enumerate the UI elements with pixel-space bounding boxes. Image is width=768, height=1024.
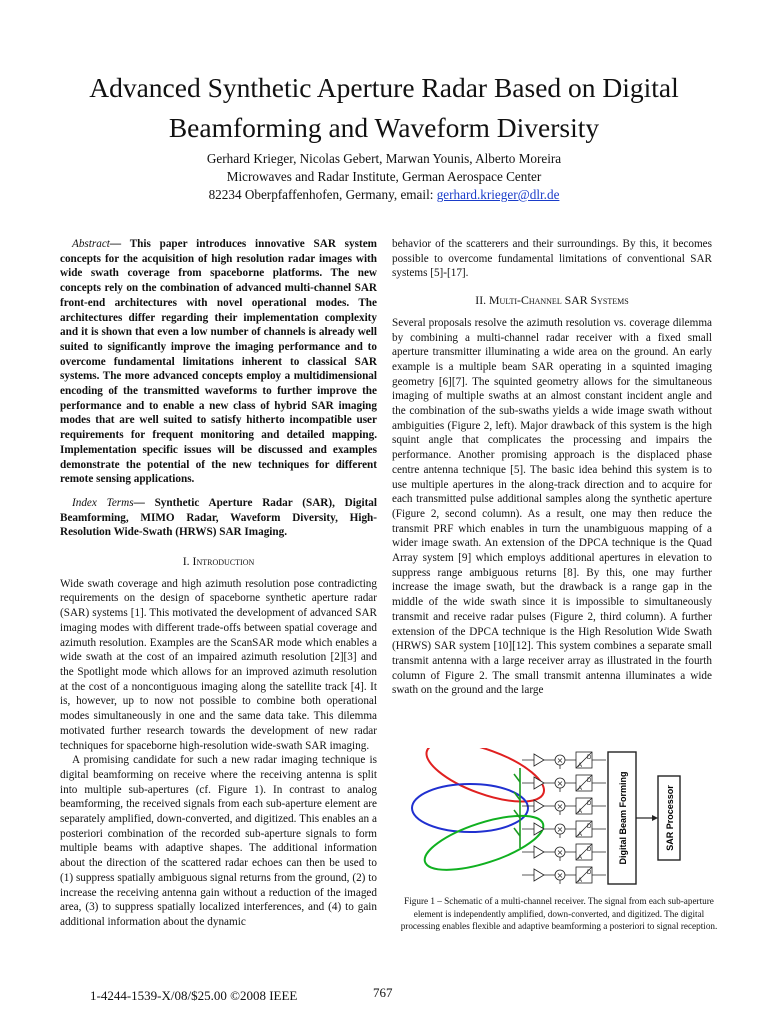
- figure-1-caption: Figure 1 – Schematic of a multi-channel receiver. The signal from each sub-aperture element is independently amplified, down-converted, and digitized. The digital processing enables flexible and adaptive beamforming a posteriori to signal reception.: [400, 896, 718, 931]
- amplifier: [534, 869, 544, 881]
- adc-a-label: A: [578, 878, 583, 884]
- mixer-symbol: ×: [556, 825, 564, 834]
- abstract-label: Abstract: [72, 238, 110, 250]
- dbf-label: Digital Beam Forming: [618, 771, 628, 865]
- adc-a-label: A: [578, 855, 583, 861]
- section-heading-multichannel: II. Multi-Channel SAR Systems: [475, 293, 629, 308]
- amplifier: [534, 846, 544, 858]
- index-terms-label: Index Terms: [72, 496, 134, 509]
- authors: Gerhard Krieger, Nicolas Gebert, Marwan Younis, Alberto Moreira: [206, 151, 562, 166]
- copyright-line: 1-4244-1539-X/08/$25.00 ©2008 IEEE: [90, 988, 298, 1003]
- abstract: [60, 237, 377, 487]
- mixer-symbol: ×: [556, 848, 564, 857]
- mixer-symbol: ×: [556, 802, 564, 811]
- beam-lobe-red: [419, 748, 551, 814]
- mixer-symbol: ×: [556, 871, 564, 880]
- adc-d-label: D: [587, 847, 592, 853]
- amplifier: [534, 754, 544, 766]
- index-terms-dash: —: [133, 496, 155, 509]
- right-continuation-paragraph: behavior of the scatterers and their surroundings. By this, it becomes possible to overcome fundamental limitations of conventional SAR systems [5]-[17].: [392, 238, 712, 280]
- address-line: [40, 186, 728, 204]
- left-column: [60, 237, 377, 930]
- adc-d-label: D: [587, 755, 592, 761]
- author-block: [40, 150, 728, 204]
- adc-a-label: A: [578, 809, 583, 815]
- paper-title: Advanced Synthetic Aperture Radar Based on Digital Beamforming and Waveform Diversity: [89, 72, 679, 143]
- beam-lobe-blue: [412, 784, 528, 832]
- mixer-symbol: ×: [556, 756, 564, 765]
- email-link[interactable]: gerhard.krieger@dlr.de: [436, 187, 560, 202]
- address: 82234 Oberpfaffenhofen, Germany, email:: [208, 187, 437, 202]
- adc-a-label: A: [578, 763, 583, 769]
- right-column: [392, 237, 712, 698]
- abstract-text: This paper introduces innovative SAR system concepts for the acquisition of high resolution radar images with wide swath coverage from spaceborne platforms. The new concepts rely on the combination of advanced multi-channel SAR front-end architectures with novel operational modes. The architectures differ regarding their implementation complexity and it is shown that even a low number of channels is already well suited to significantly improve the imaging performance and to overcome fundamental limitations inherent to classical SAR systems. The more advanced concepts employ a multidimensional encoding of the transmitted waveforms to further improve the performance and to enable a new class of hybrid SAR imaging modes that are well suited to satisfy hitherto incompatible user requirements for frequent monitoring and detailed mapping. Implementation specific issues will be discussed and examples demonstrate the potential of the new techniques for different remote sensing applications.: [60, 238, 377, 486]
- figure-1: [410, 748, 710, 888]
- amplifier: [534, 800, 544, 812]
- index-terms-text: Synthetic Aperture Radar (SAR), Digital Beamforming, MIMO Radar, Waveform Diversity, High-Resolution Wide-Swath (HRWS) SAR Imaging.: [60, 496, 377, 539]
- adc-d-label: D: [587, 824, 592, 830]
- introduction-paragraph-2: A promising candidate for such a new radar imaging technique is digital beamforming on receive where the receiving antenna is split into multiple sub-apertures (cf. Figure 1). In contrast to analog beamforming, the received signals from each sub-aperture element are separately amplified, down-converted, and digitized. This enables an a posteriori combination of the recorded sub-aperture signals to form multiple beams with adaptive shapes. The additional information about the direction of the scattered radar echoes can then be used to (1) suppress spatially ambiguous signal returns from the ground, (2) to increase the receiving antenna gain without a reduction of the imaged area, (3) to suppress spatially localized interferences, and (4) to gain additional information about the dynamic: [60, 754, 377, 928]
- adc-d-label: D: [587, 778, 592, 784]
- antenna-array: [514, 768, 520, 848]
- adc-d-label: D: [587, 870, 592, 876]
- section-heading-introduction: I. Introduction: [182, 554, 255, 569]
- beam-lobe-green: [419, 805, 549, 881]
- adc-d-label: D: [587, 801, 592, 807]
- index-terms: [60, 496, 377, 540]
- page-number: 767: [373, 985, 393, 1000]
- abstract-dash: —: [109, 238, 130, 250]
- sar-processor-label: SAR Processor: [665, 785, 675, 851]
- multichannel-paragraph-1: Several proposals resolve the azimuth resolution vs. coverage dilemma by combining a multi-channel radar receiver with a fixed small aperture transmitter illuminating a wide area on the ground. An early example is a multiple beam SAR operating in a squinted imaging geometry [6][7]. The squinted geometry allows for the simultaneous imaging of multiple swaths at an almost constant incident angle and the combination of the sub-swaths yields a wide image swath without ambiguities (Figure 2, left). Major drawback of this system is the high squint angle that complicates the processing and impairs the performance. Another promising approach is the displaced phase centre antenna technique [5]. The basic idea behind this system is to use multiple apertures in the along-track direction and to acquire for each transmitted pulse additional samples along the synthetic aperture (Figure 2, second column). As a result, one may then reduce the transmit PRF which enables in turn the unambiguous mapping of a wider image swath. An extension of the DPCA technique is the Quad Array system [9] which employs additional apertures in elevation to suppress range ambiguous returns [8]. By this, one may further increase the image swath, but the drawback is a range gap in the middle of the wide swath since it is impossible to simultaneously transmit and receive radar pulses (Figure 2, third column). A further extension of the DPCA technique is the High Resolution Wide Swath (HRWS) SAR system [10][12]. This system combines a separate small transmit antenna with a large receiver array as illustrated in the fourth column of Figure 2. The small transmit antenna illuminates a wide swath on the ground and the large: [392, 316, 712, 697]
- multichannel-receiver-schematic: [410, 748, 710, 888]
- introduction-paragraph-1: Wide swath coverage and high azimuth resolution pose contradicting requirements on the design of spaceborne synthetic aperture radar (SAR) systems [1]. This motivated the development of advanced SAR imaging modes with different trade-offs between spatial coverage and azimuth resolution. Examples are the ScanSAR mode which enables a wide swath at the cost of an impaired azimuth resolution [2][3] and the Spotlight mode which allows for an improved azimuth resolution at the cost of a noncontiguous imaging along the satellite track [4]. It is, however, up to now not possible to combine both operational modes simultaneously in one and the same data take. This dilemma motivated further research towards the development of new radar techniques for spaceborne high-resolution wide-swath SAR imaging.: [60, 577, 377, 752]
- mixer-symbol: ×: [556, 779, 564, 788]
- adc-a-label: A: [578, 832, 583, 838]
- adc-a-label: A: [578, 786, 583, 792]
- affiliation: Microwaves and Radar Institute, German Aerospace Center: [226, 169, 542, 184]
